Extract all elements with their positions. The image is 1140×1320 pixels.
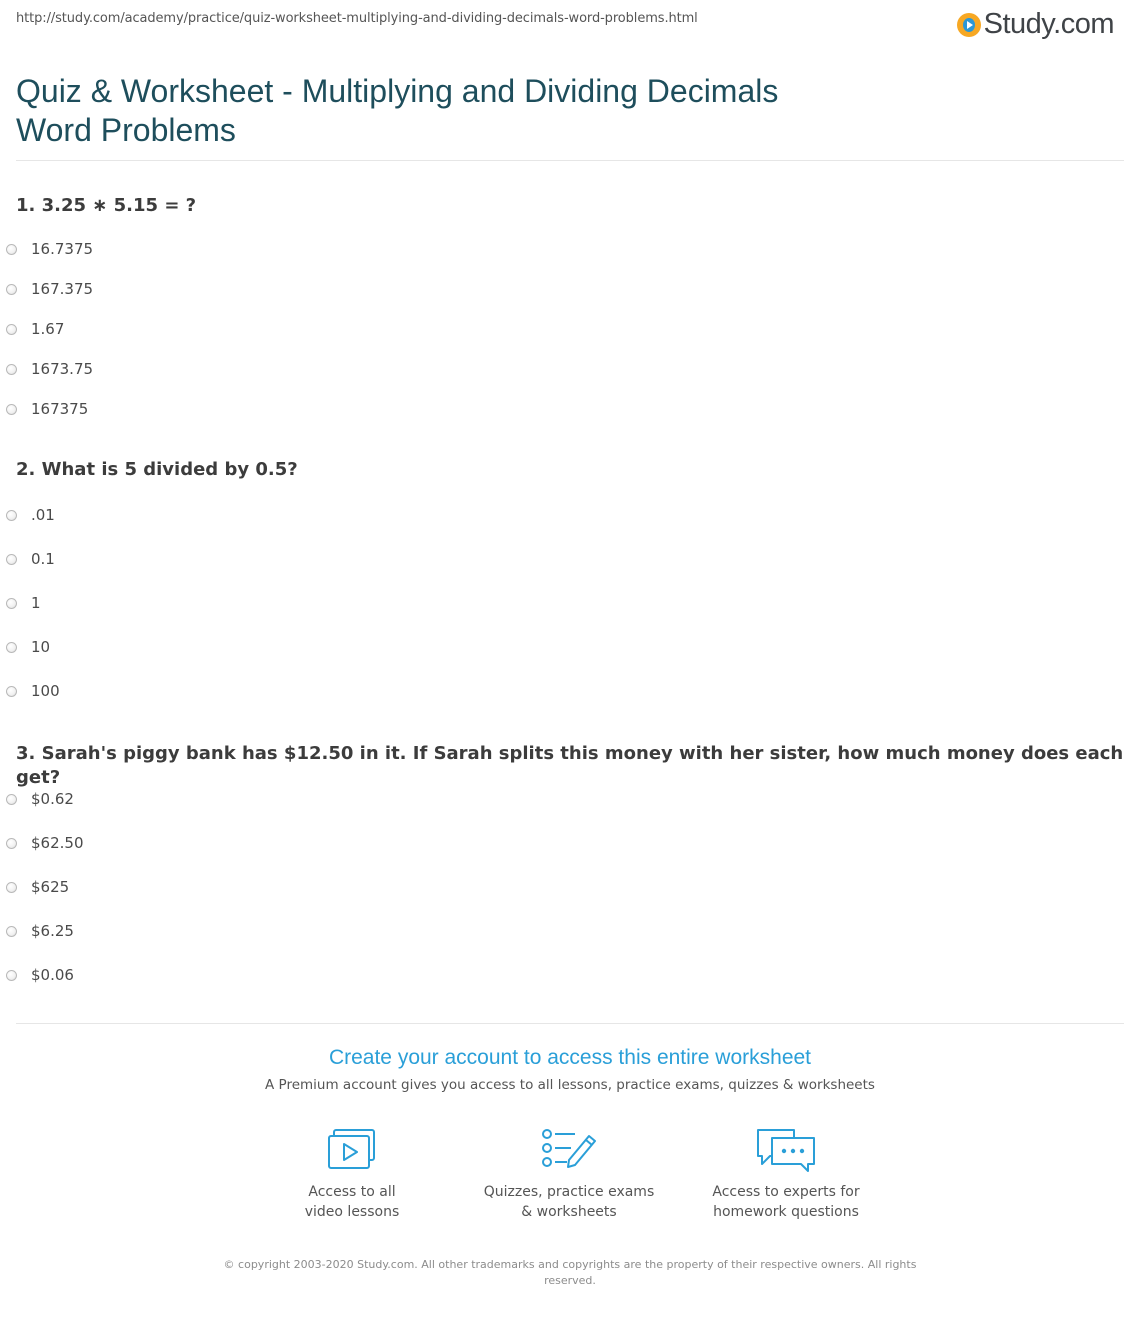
title-divider (16, 160, 1124, 161)
logo-text: Study.com (983, 8, 1114, 40)
answer-option[interactable] (6, 320, 64, 338)
create-account-link[interactable]: Create your account to access this entire worksheet (328, 1046, 812, 1069)
question-2 (16, 458, 1124, 482)
feature-label-line1: Access to experts for (712, 1184, 860, 1200)
feature-label-line1: Access to all (308, 1184, 396, 1200)
radio-icon[interactable] (6, 554, 17, 565)
feature-quizzes (459, 1128, 679, 1222)
answer-label: 10 (31, 638, 51, 656)
question-text: 1. 3.25 ∗ 5.15 = ? (16, 195, 197, 216)
answer-label: $6.25 (31, 922, 74, 940)
answer-label: 1673.75 (31, 360, 94, 378)
answer-option[interactable] (6, 682, 60, 700)
expert-chat-icon (754, 1128, 818, 1172)
feature-label-line2: & worksheets (521, 1204, 617, 1220)
radio-icon[interactable] (6, 324, 17, 335)
questions-divider (16, 1023, 1124, 1024)
radio-icon[interactable] (6, 510, 17, 521)
study-logo[interactable] (957, 8, 1114, 41)
radio-icon[interactable] (6, 598, 17, 609)
page-title: Quiz & Worksheet - Multiplying and Dividing Decimals Word Problems (16, 73, 779, 148)
radio-icon[interactable] (6, 642, 17, 653)
answer-option[interactable] (6, 966, 74, 984)
feature-label-line2: homework questions (713, 1204, 859, 1220)
radio-icon[interactable] (6, 364, 17, 375)
premium-description: A Premium account gives you access to all lessons, practice exams, quizzes & worksheets (265, 1077, 875, 1093)
answer-option[interactable] (6, 834, 84, 852)
answer-option[interactable] (6, 506, 55, 524)
answer-label: $0.62 (31, 790, 74, 808)
feature-label-line1: Quizzes, practice exams (483, 1184, 655, 1200)
page-url: http://study.com/academy/practice/quiz-worksheet-multiplying-and-dividing-decimals-word-problems.html (16, 11, 698, 26)
answer-label: .01 (31, 506, 55, 524)
answer-option[interactable] (6, 878, 69, 896)
answer-label: 100 (31, 682, 60, 700)
answer-label: $62.50 (31, 834, 84, 852)
feature-video-lessons (242, 1128, 462, 1222)
question-text: 2. What is 5 divided by 0.5? (16, 459, 298, 480)
copyright-footer: © copyright 2003-2020 Study.com. All other trademarks and copyrights are the property of their respective owners. All rights reserved. (223, 1258, 917, 1287)
answer-label: $0.06 (31, 966, 74, 984)
radio-icon[interactable] (6, 794, 17, 805)
answer-label: 16.7375 (31, 240, 94, 258)
answer-label: 1 (31, 594, 41, 612)
radio-icon[interactable] (6, 926, 17, 937)
question-3 (16, 742, 1124, 790)
radio-icon[interactable] (6, 970, 17, 981)
radio-icon[interactable] (6, 882, 17, 893)
radio-icon[interactable] (6, 404, 17, 415)
radio-icon[interactable] (6, 244, 17, 255)
answer-option[interactable] (6, 790, 74, 808)
answer-label: 167375 (31, 400, 89, 418)
radio-icon[interactable] (6, 838, 17, 849)
answer-label: 1.67 (31, 320, 65, 338)
study-play-logo-icon (957, 13, 981, 37)
answer-option[interactable] (6, 360, 93, 378)
radio-icon[interactable] (6, 686, 17, 697)
answer-option[interactable] (6, 400, 88, 418)
answer-option[interactable] (6, 638, 50, 656)
video-lessons-icon (326, 1128, 378, 1172)
answer-option[interactable] (6, 240, 93, 258)
answer-option[interactable] (6, 280, 93, 298)
radio-icon[interactable] (6, 284, 17, 295)
answer-option[interactable] (6, 594, 41, 612)
answer-label: $625 (31, 878, 70, 896)
answer-option[interactable] (6, 550, 55, 568)
answer-label: 0.1 (31, 550, 55, 568)
question-1 (16, 194, 1124, 218)
question-text: 3. Sarah's piggy bank has $12.50 in it. If Sarah splits this money with her sister, how much money does each get? (16, 743, 1124, 788)
feature-label-line2: video lessons (304, 1204, 400, 1220)
answer-label: 167.375 (31, 280, 94, 298)
feature-experts (676, 1128, 896, 1222)
answer-option[interactable] (6, 922, 74, 940)
quiz-worksheet-icon (541, 1128, 597, 1172)
